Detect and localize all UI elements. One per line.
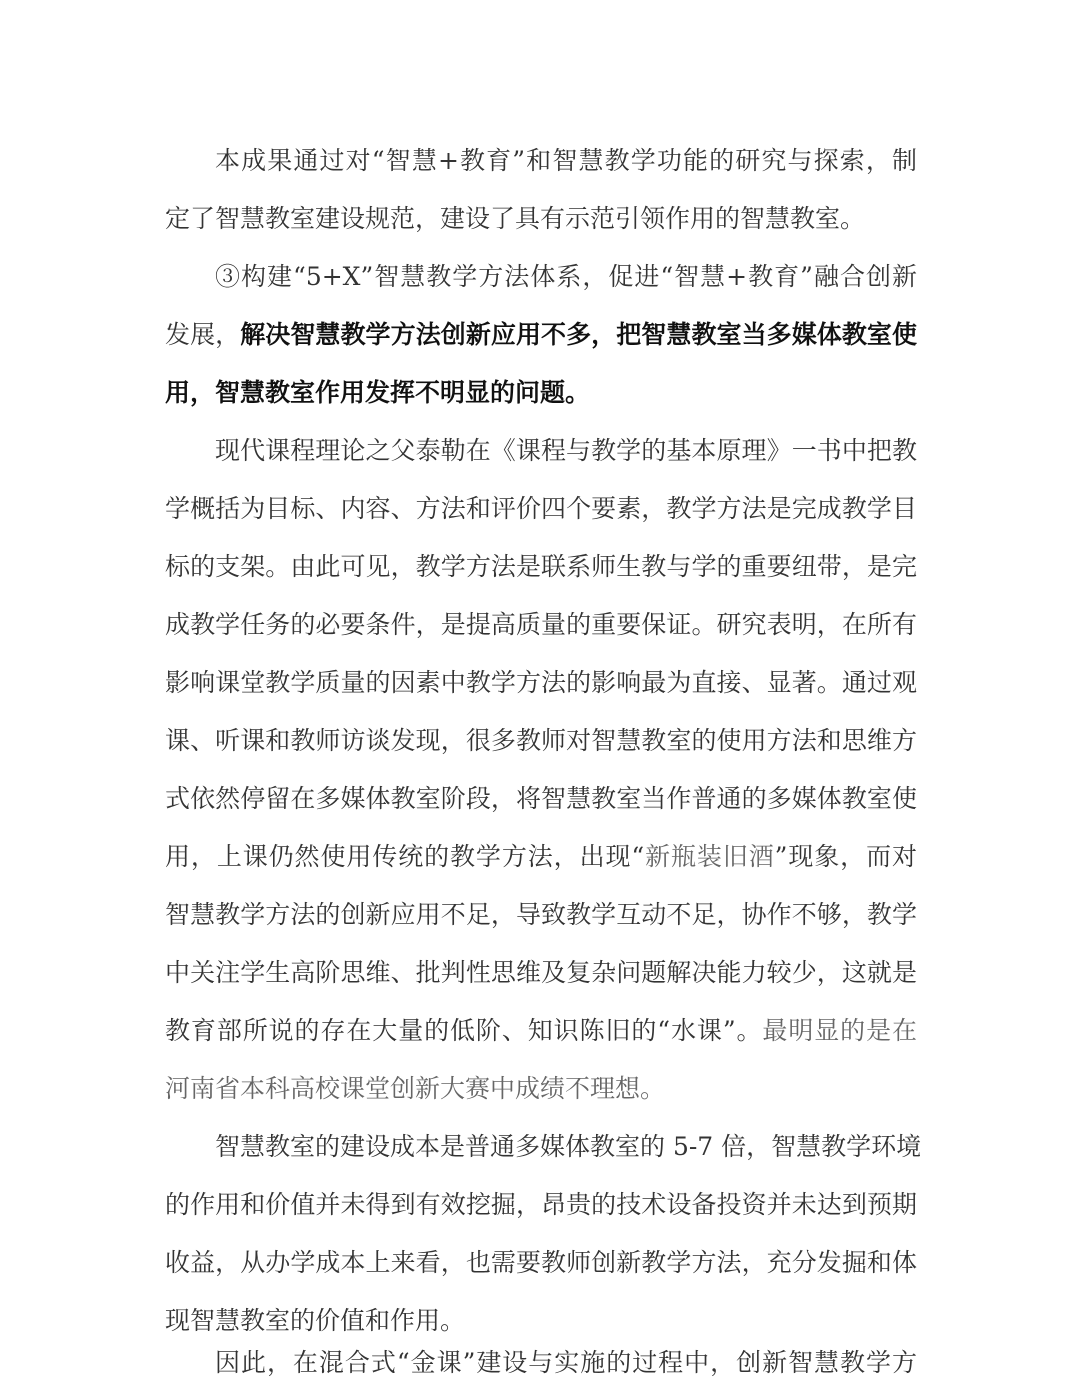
paragraph-2-line-2-bold: 解决智慧教学方法创新应用不多，把智慧教室当多媒体教室使 [240, 320, 917, 349]
paragraph-3-line-8-quoted: 新瓶装旧酒 [644, 842, 775, 871]
paragraph-3-line-12: 河南省本科高校课堂创新大赛中成绩不理想。 [165, 1074, 666, 1103]
paragraph-3-line-7: 式依然停留在多媒体教室阶段，将智慧教室当作普通的多媒体教室使 [165, 784, 917, 813]
paragraph-3-line-9: 智慧教学方法的创新应用不足，导致教学互动不足，协作不够，教学 [165, 900, 917, 929]
paragraph-2-line-1: ③构建“5+X”智慧教学方法体系，促进“智慧+教育”融合创新 [215, 262, 917, 291]
paragraph-4-line-4: 现智慧教室的价值和作用。 [165, 1306, 466, 1335]
paragraph-4-line-3: 收益，从办学成本上来看，也需要教师创新教学方法，充分发掘和体 [165, 1248, 917, 1277]
paragraph-3-line-11 [165, 1011, 917, 1051]
paragraph-3-line-3: 标的支架。由此可见，教学方法是联系师生教与学的重要纽带，是完 [165, 552, 917, 581]
paragraph-2-line-2-normal: 发展， [165, 320, 241, 349]
paragraph-3-line-4: 成教学任务的必要条件，是提高质量的重要保证。研究表明，在所有 [165, 610, 917, 639]
paragraph-3-line-8-part-a: 用，上课仍然使用传统的教学方法，出现“ [165, 842, 645, 871]
paragraph-2-line-2 [165, 315, 917, 355]
paragraph-4-line-1: 智慧教室的建设成本是普通多媒体教室的 5-7 倍，智慧教学环境 [215, 1132, 922, 1161]
paragraph-3-line-6: 课、听课和教师访谈发现，很多教师对智慧教室的使用方法和思维方 [165, 726, 917, 755]
paragraph-3-line-10: 中关注学生高阶思维、批判性思维及复杂问题解决能力较少，这就是 [165, 958, 917, 987]
paragraph-3-line-11-part-a: 教育部所说的存在大量的低阶、知识陈旧的“水课”。 [165, 1016, 763, 1045]
paragraph-1-line-2: 定了智慧教室建设规范，建设了具有示范引领作用的智慧教室。 [165, 204, 866, 233]
paragraph-1-line-1: 本成果通过对“智慧+教育”和智慧教学功能的研究与探索，制 [215, 146, 917, 175]
paragraph-3-line-8 [165, 837, 917, 877]
paragraph-4-line-2: 的作用和价值并未得到有效挖掘，昂贵的技术设备投资并未达到预期 [165, 1190, 917, 1219]
paragraph-2-line-3-bold: 用，智慧教室作用发挥不明显的问题。 [165, 378, 591, 407]
paragraph-3-line-5: 影响课堂教学质量的因素中教学方法的影响最为直接、显著。通过观 [165, 668, 917, 697]
paragraph-3-line-1: 现代课程理论之父泰勒在《课程与教学的基本原理》一书中把教 [215, 436, 917, 465]
paragraph-5-line-1: 因此，在混合式“金课”建设与实施的过程中，创新智慧教学方 [215, 1348, 917, 1377]
paragraph-3-line-11-part-b: 最明显的是在 [762, 1016, 917, 1045]
paragraph-3-line-8-part-c: ”现象，而对 [774, 842, 917, 871]
paragraph-3-line-2: 学概括为目标、内容、方法和评价四个要素，教学方法是完成教学目 [165, 494, 917, 523]
